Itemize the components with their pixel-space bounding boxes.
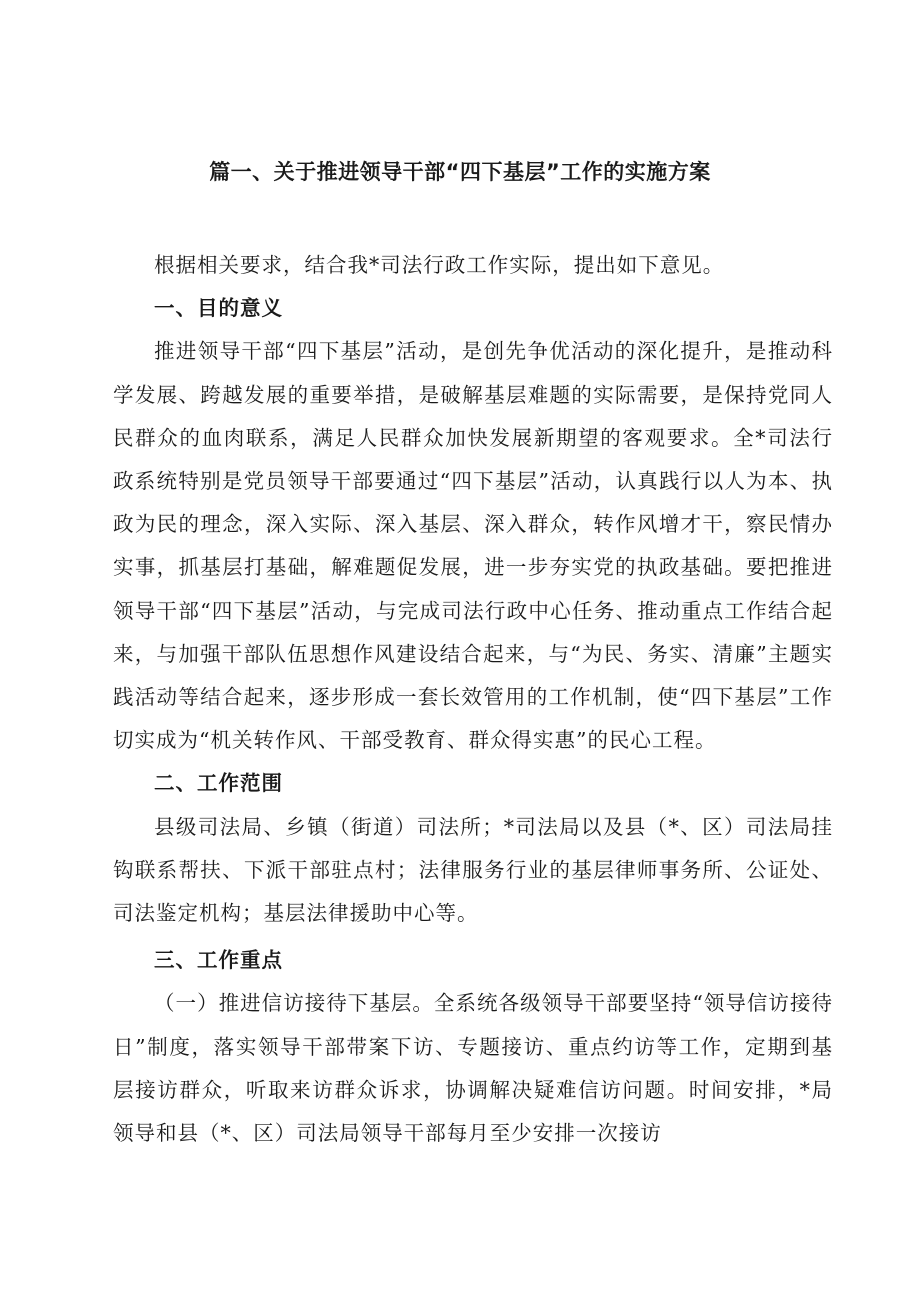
section-heading-purpose: 一、目的意义	[154, 296, 283, 321]
document-body	[113, 244, 833, 1155]
document-title: 篇一、关于推进领导干部“四下基层”工作的实施方案	[209, 160, 711, 184]
section-heading-scope: 二、工作范围	[154, 771, 283, 796]
intro-paragraph: 根据相关要求，结合我*司法行政工作实际，提出如下意见。	[154, 253, 725, 277]
section-text-focus-item1: （一）推进信访接待下基层。全系统各级领导干部要坚持“领导信访接待日”制度，落实领导干部带案下访、专题接访、重点约访等工作，定期到基层接访群众，听取来访群众诉求，协调解决疑难信访问题。时间安排，*局领导和县（*、区）司法局领导干部每月至少安排一次接访	[113, 991, 833, 1146]
section-text-purpose: 推进领导干部“四下基层”活动，是创先争优活动的深化提升，是推动科学发展、跨越发展的重要举措，是破解基层难题的实际需要，是保持党同人民群众的血肉联系，满足人民群众加快发展新期望的客观要求。全*司法行政系统特别是党员领导干部要通过“四下基层”活动，认真践行以人为本、执政为民的理念，深入实际、深入基层、深入群众，转作风增才干，察民情办实事，抓基层打基础，解难题促发展，进一步夯实党的执政基础。要把推进领导干部“四下基层”活动，与完成司法行政中心任务、推动重点工作结合起来，与加强干部队伍思想作风建设结合起来，与“为民、务实、清廉”主题实践活动等结合起来，逐步形成一套长效管用的工作机制，使“四下基层”工作切实成为“机关转作风、干部受教育、群众得实惠”的民心工程。	[113, 339, 833, 753]
section-text-scope: 县级司法局、乡镇（街道）司法所；*司法局以及县（*、区）司法局挂钩联系帮扶、下派干部驻点村；法律服务行业的基层律师事务所、公证处、司法鉴定机构；基层法律援助中心等。	[113, 814, 833, 926]
section-heading-focus: 三、工作重点	[154, 948, 283, 973]
